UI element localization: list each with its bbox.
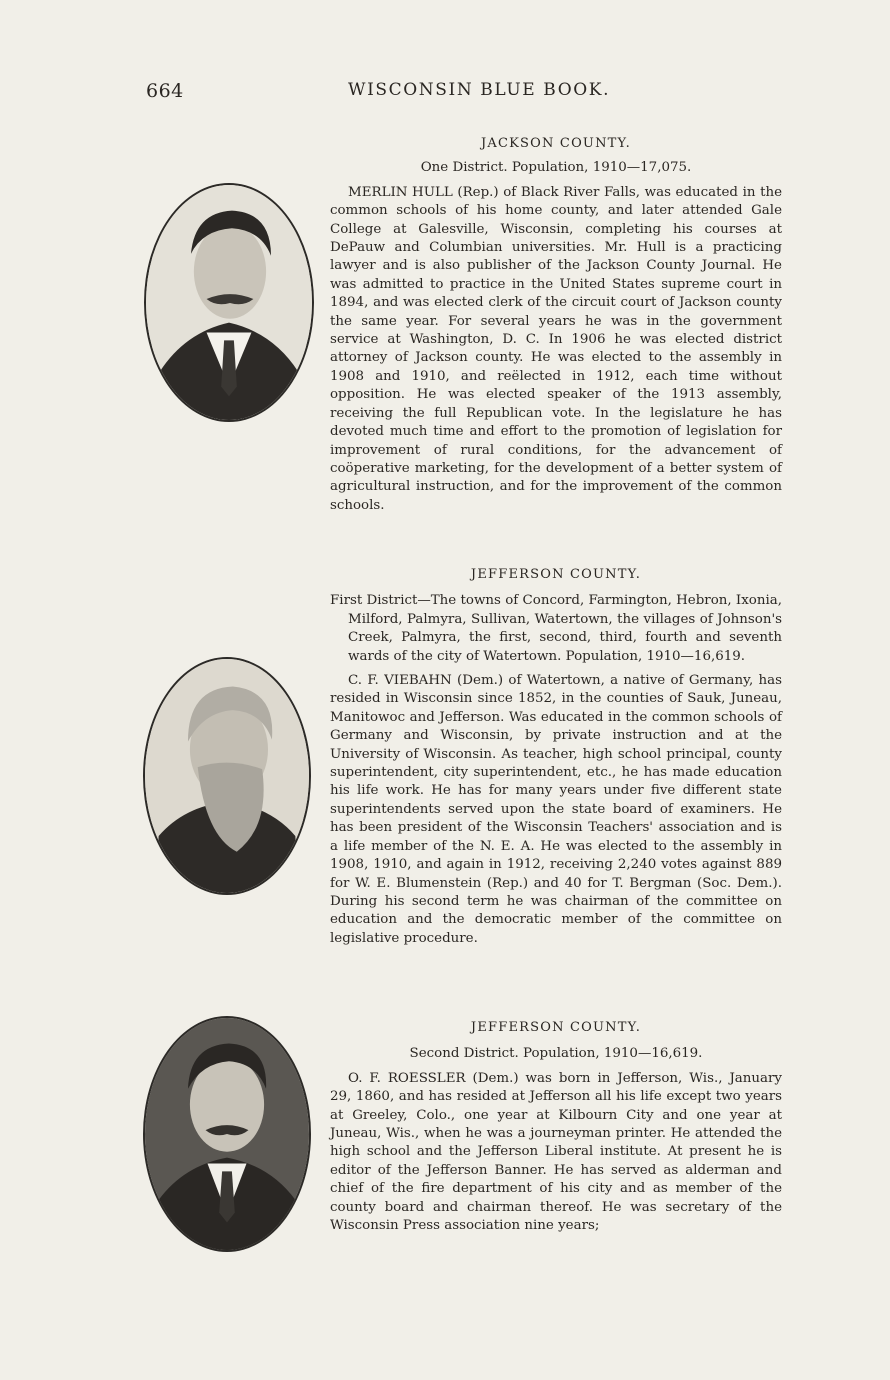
- running-title: WISCONSIN BLUE BOOK.: [348, 80, 611, 100]
- biography-paragraph: MERLIN HULL (Rep.) of Black River Falls, was educated in the common schools of his home county, and later attended Gale College at Galesville, Wisconsin, completing his courses at DePauw and Columbian universities. Mr. Hull is a practicing lawyer and is also publisher of the Jackson County Journal. He was admitted to practice in the United States supreme court in 1894, and was elected clerk of the circuit court of Jackson county the same year. For several years he was in the government service at Washington, D. C. In 1906 he was elected district attorney of Jackson county. He was elected to the assembly in 1908 and 1910, and reëlected in 1912, each time without opposition. He was elected speaker of the 1913 assembly, receiving the full Republican vote. In the legislature he has devoted much time and effort to the promotion of legislation for improvement of rural conditions, for the advancement of coöperative marketing, for the development of a better system of agricultural instruction, and for the improvement of the common schools.: [330, 184, 782, 513]
- biography-paragraph: O. F. ROESSLER (Dem.) was born in Jefferson, Wis., January 29, 1860, and has resided at Jefferson all his life except two years at Greeley, Colo., one year at Kilbourn City and one year at Juneau, Wis., when he was a journeyman printer. He attended the high school and the Jefferson Liberal institute. At present he is editor of the Jefferson Banner. He has served as alderman and chief of the fire department of his city and as member of the county board and chairman thereof. He was secretary of the Wisconsin Press association nine years;: [330, 1070, 782, 1234]
- page-number: 664: [146, 80, 184, 102]
- section-jefferson-county-first: [330, 566, 782, 948]
- district-description: First District—The towns of Concord, Farmington, Hebron, Ixonia, Milford, Palmyra, Sullivan, Watertown, the villages of Johnson's Creek, Palmyra, the first, second, third, fourth and seventh wards of the city of Watertown. Population, 1910—16,619.: [330, 593, 782, 664]
- district-line: Second District. Population, 1910—16,619.: [409, 1046, 703, 1062]
- portrait-photo-3: [143, 1016, 311, 1252]
- section-jackson-county: [330, 135, 782, 515]
- portrait-photo-2: [143, 657, 311, 895]
- county-heading: JEFFERSON COUNTY.: [470, 1020, 642, 1035]
- district-line: One District. Population, 1910—17,075.: [420, 160, 692, 176]
- county-heading: JEFFERSON COUNTY.: [470, 567, 642, 582]
- biography-paragraph: C. F. VIEBAHN (Dem.) of Watertown, a native of Germany, has resided in Wisconsin since 1852, in the counties of Sauk, Juneau, Manitowoc and Jefferson. Was educated in the common schools of Germany and Wisconsin, by private instruction and at the University of Wisconsin. As teacher, high school principal, county superintendent, city superintendent, etc., he has made education his life work. He has for many years under five different state superintendents served upon the state board of examiners. He has been president of the Wisconsin Teachers' association and is a life member of the N. E. A. He was elected to the assembly in 1908, 1910, and again in 1912, receiving 2,240 votes against 889 for W. E. Blumenstein (Rep.) and 40 for T. Bergman (Soc. Dem.). During his second term he was chairman of the committee on education and the democratic member of the committee on legislative procedure.: [330, 673, 782, 946]
- portrait-photo-1: [144, 183, 314, 422]
- section-jefferson-county-second: [330, 1019, 782, 1235]
- county-heading: JACKSON COUNTY.: [481, 136, 631, 151]
